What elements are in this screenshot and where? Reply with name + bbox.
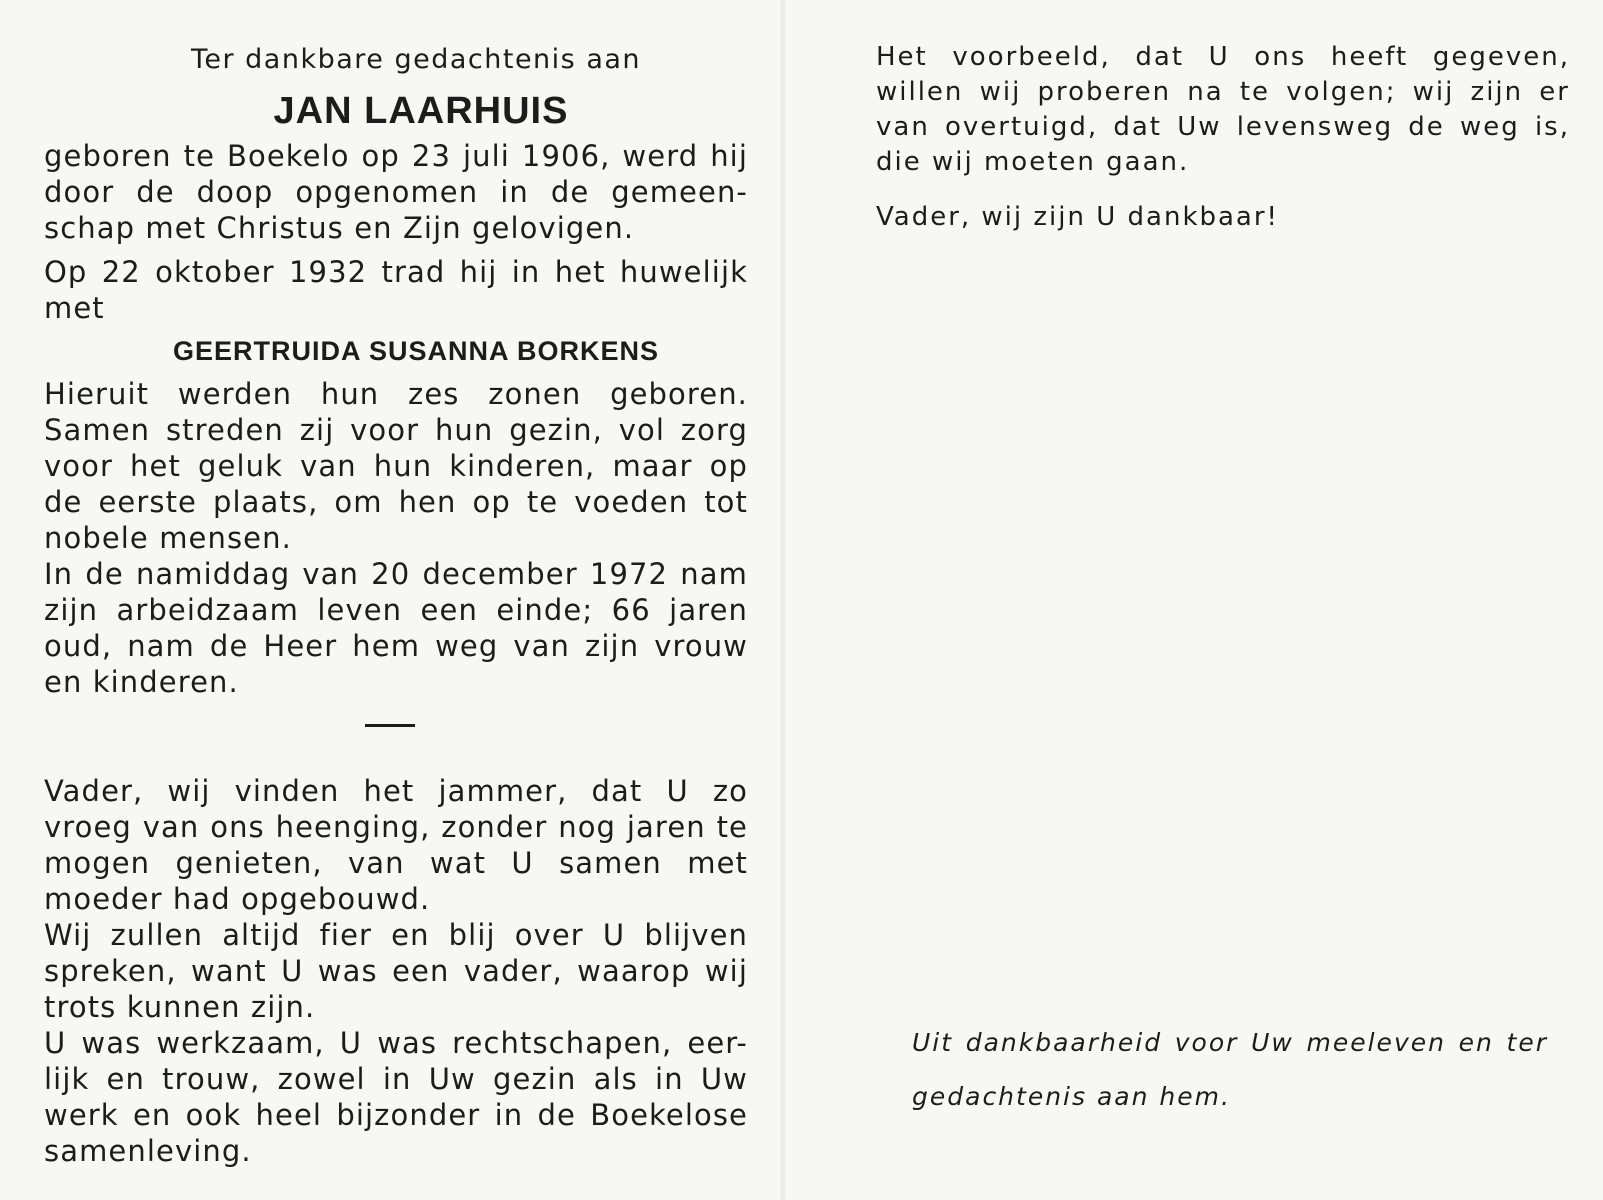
example-paragraph: Het voorbeeld, dat U ons heeft gegeven, willen wij proberen na te volgen; wij zijn er van overtuigd, dat Uw levensweg de weg is, die wij moeten gaan.: [876, 42, 1570, 177]
birth-paragraph: geboren te Boekelo op 23 juli 1906, werd hij door de doop opgenomen in de gemeen-schap met Christus en Zijn gelovigen.: [44, 139, 748, 245]
deceased-name: JAN LAARHUIS: [273, 90, 569, 132]
spouse-name: GEERTRUIDA SUSANNA BORKENS: [172, 336, 660, 366]
pride-paragraph: Wij zullen altijd fier en blij over U blijven spreken, want U was een vader, waarop wij trots kunnen zijn.: [44, 918, 748, 1024]
marriage-paragraph: Op 22 oktober 1932 trad hij in het huwelijk met: [44, 255, 748, 325]
card-fold: [780, 0, 786, 1200]
intro-line: Ter dankbare gedachtenis aan: [190, 44, 642, 75]
section-divider: [365, 724, 415, 727]
character-paragraph: U was werkzaam, U was rechtschapen, eer-lijk en trouw, zowel in Uw gezin als in Uw werk en ook heel bijzonder in de Boekelose samenleving.: [44, 1026, 748, 1168]
left-page: [44, 40, 748, 1169]
regret-paragraph: Vader, wij vinden het jammer, dat U zo vroeg van ons heenging, zonder nog jaren te mogen genieten, van wat U samen met moeder had opgebouwd.: [44, 774, 748, 916]
gratitude-line: Vader, wij zijn U dankbaar!: [876, 202, 1279, 232]
right-page: [876, 40, 1570, 235]
death-paragraph: In de namiddag van 20 december 1972 nam zijn arbeidzaam leven een einde; 66 jaren oud, nam de Heer hem weg van zijn vrouw en kinderen.: [44, 557, 748, 699]
thanks-note: Uit dankbaarheid voor Uw meeleven en ter gedachtenis aan hem.: [912, 1028, 1548, 1111]
children-paragraph: Hieruit werden hun zes zonen geboren. Samen streden zij voor hun gezin, vol zorg voor het geluk van hun kinderen, maar op de eerste plaats, om hen op te voeden tot nobele mensen.: [44, 377, 748, 555]
